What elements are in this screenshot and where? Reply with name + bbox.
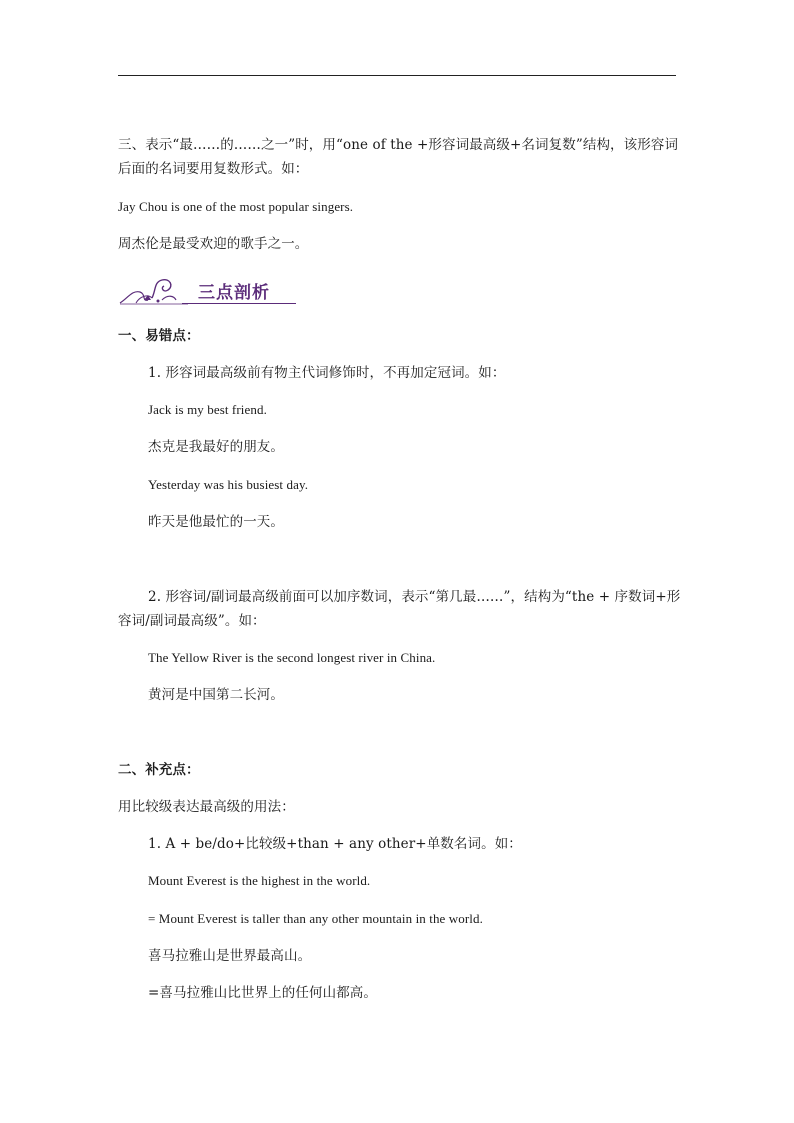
section-banner (118, 276, 296, 306)
banner-underline (182, 303, 296, 304)
section-three-line1: 三、表示“最……的……之一”时，用“one of the +形容词最高级+名词复数”结构，该形容词 (118, 137, 679, 153)
supplement-intro: 用比较级表达最高级的用法： (118, 799, 295, 815)
header-rule (118, 75, 676, 76)
banner-title: 三点剖析 (198, 283, 270, 303)
mistakes-item2-example-zh: 黄河是中国第二长河。 (148, 687, 284, 703)
mistakes-item1-example1-en: Jack is my best friend. (148, 402, 267, 417)
mistakes-item1-example2-en: Yesterday was his busiest day. (148, 477, 309, 492)
example-jay-chou-en: Jay Chou is one of the most popular singers. (118, 199, 354, 214)
mistakes-item2-line1: 2. 形容词/副词最高级前面可以加序数词，表示“第几最……”，结构为“the + 序数词+形 (148, 589, 681, 605)
supplement-example2-zh: =喜马拉雅山比世界上的任何山都高。 (148, 985, 378, 1001)
mistakes-item2-example-en: The Yellow River is the second longest river in China. (148, 650, 436, 665)
example-jay-chou-zh: 周杰伦是最受欢迎的歌手之一。 (118, 236, 309, 252)
supplement-heading: 二、补充点： (118, 762, 200, 778)
supplement-example1-zh: 喜马拉雅山是世界最高山。 (148, 948, 312, 964)
mistakes-item1-example2-zh: 昨天是他最忙的一天。 (148, 514, 284, 530)
mistakes-item2-line2: 容词/副词最高级”。如： (118, 613, 266, 629)
mistakes-item1-example1-zh: 杰克是我最好的朋友。 (148, 439, 284, 455)
supplement-example1-en: Mount Everest is the highest in the world. (148, 873, 371, 888)
mistakes-heading: 一、易错点： (118, 328, 200, 344)
section-three-line2: 后面的名词要用复数形式。如： (118, 161, 309, 177)
mistakes-item1: 1. 形容词最高级前有物主代词修饰时，不再加定冠词。如： (148, 365, 506, 381)
swirl-ornament-icon (118, 276, 190, 306)
supplement-example2-en: = Mount Everest is taller than any other mountain in the world. (148, 911, 483, 926)
supplement-item1: 1. A + be/do+比较级+than + any other+单数名词。如： (148, 836, 522, 852)
